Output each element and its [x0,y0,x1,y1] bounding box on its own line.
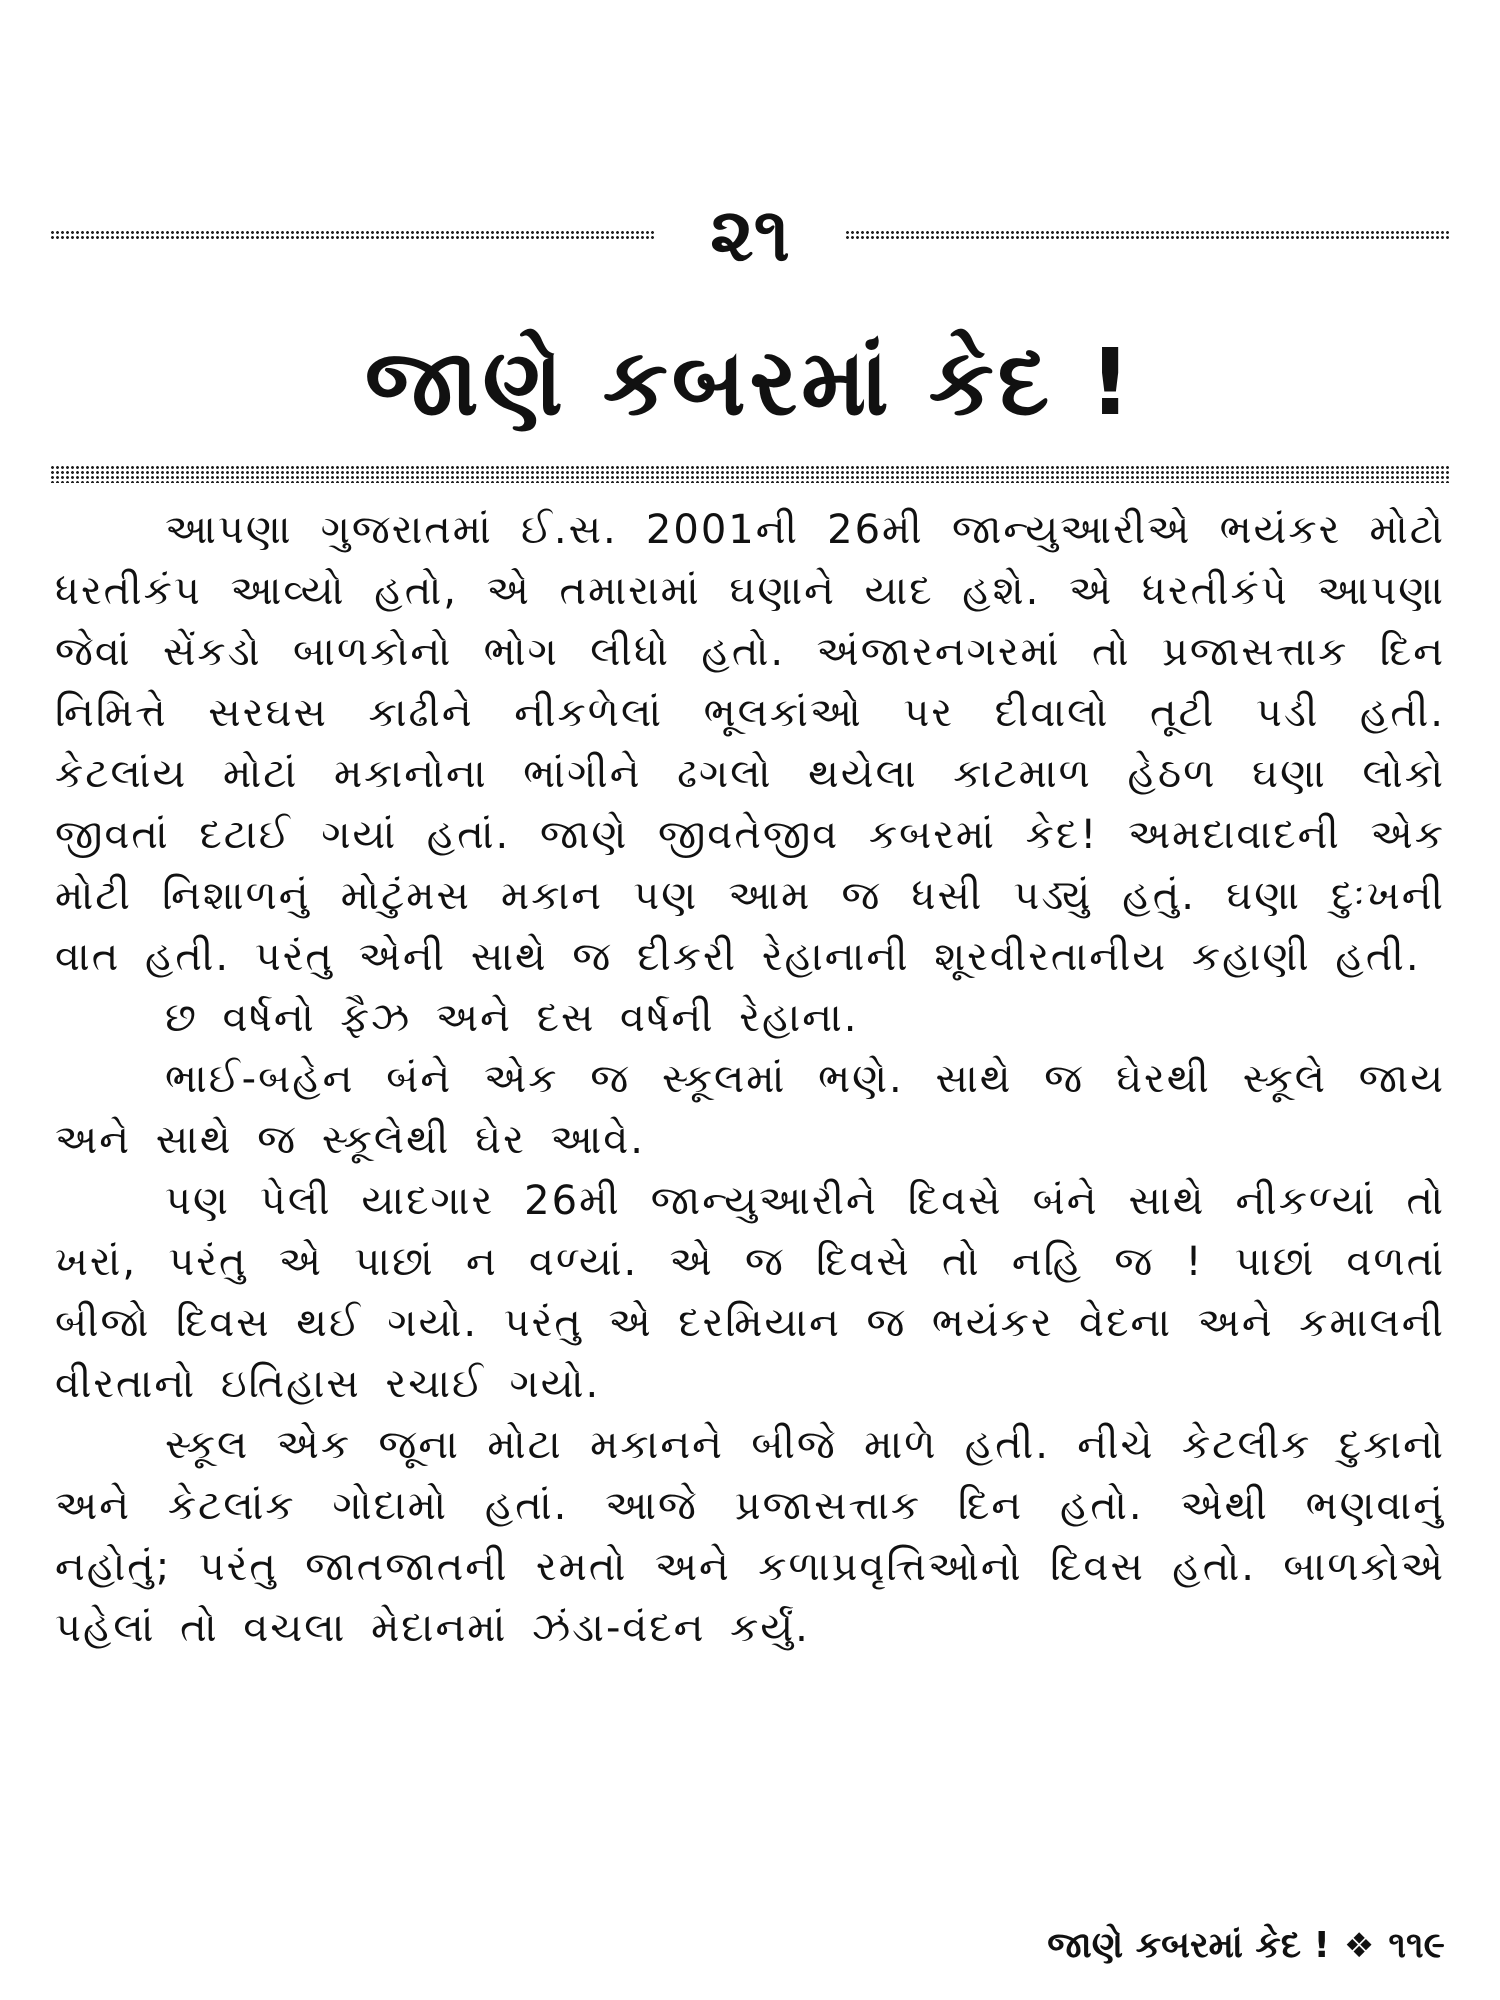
paragraph: પણ પેલી યાદગાર 26મી જાન્યુઆરીને દિવસે બંને સાથે નીકળ્યાં તો ખરાં, પરંતુ એ પાછાં ન વળ્યાં. એ જ દિવસે તો નહિ જ ! પાછાં વળતાં બીજો દિવસ થઈ ગયો. પરંતુ એ દરમિયાન જ ભયંકર વેદના અને કમાલની વીરતાનો ઇતિહાસ રચાઈ ગયો. [55,1178,1445,1407]
chapter-title: જાણે કબરમાં કેદ ! [364,329,1136,436]
page-number: ૧૧૯ [1388,1925,1445,1966]
page-footer [1047,1925,1445,1967]
footer-title: જાણે કબરમાં કેદ ! [1047,1925,1330,1966]
paragraph: છ વર્ષનો ફૈઝ અને દસ વર્ષની રેહાના. [165,995,859,1041]
title-dotted-rule [50,465,1450,483]
body-text [55,500,1445,1659]
chapter-heading [50,190,1450,280]
right-dotted-rule [845,230,1450,240]
diamond-ornament-icon: ❖ [1343,1926,1375,1966]
paragraph: આપણા ગુજરાતમાં ઈ.સ. 2001ની 26મી જાન્યુઆરીએ ભયંકર મોટો ધરતીકંપ આવ્યો હતો, એ તમારામાં ઘણાને યાદ હશે. એ ધરતીકંપે આપણા જેવાં સેંકડો બાળકોનો ભોગ લીધો હતો. અંજારનગરમાં તો પ્રજાસત્તાક દિન નિમિત્તે સરઘસ કાઢીને નીકળેલાં ભૂલકાંઓ પર દીવાલો તૂટી પડી હતી. કેટલાંય મોટાં મકાનોના ભાંગીને ઢગલો થયેલા કાટમાળ હેઠળ ઘણા લોકો જીવતાં દટાઈ ગયાં હતાં. જાણે જીવતેજીવ કબરમાં કેદ! અમદાવાદની એક મોટી નિશાળનું મોટુંમસ મકાન પણ આમ જ ધસી પડ્યું હતું. ઘણા દુઃખની વાત હતી. પરંતુ એની સાથે જ દીકરી રેહાનાની શૂરવીરતાનીય કહાણી હતી. [55,507,1445,980]
left-dotted-rule [50,230,655,240]
paragraph: સ્કૂલ એક જૂના મોટા મકાનને બીજે માળે હતી. નીચે કેટલીક દુકાનો અને કેટલાંક ગોદામો હતાં. આજે પ્રજાસત્તાક દિન હતો. એથી ભણવાનું નહોતું; પરંતુ જાતજાતની રમતો અને કળાપ્રવૃત્તિઓનો દિવસ હતો. બાળકોએ પહેલાં તો વચલા મેદાનમાં ઝંડા-વંદન કર્યું. [55,1422,1445,1651]
chapter-number: ૨૧ [710,192,790,278]
paragraph: ભાઈ-બહેન બંને એક જ સ્કૂલમાં ભણે. સાથે જ ઘેરથી સ્કૂલે જાય અને સાથે જ સ્કૂલેથી ઘેર આવે. [55,1056,1445,1163]
